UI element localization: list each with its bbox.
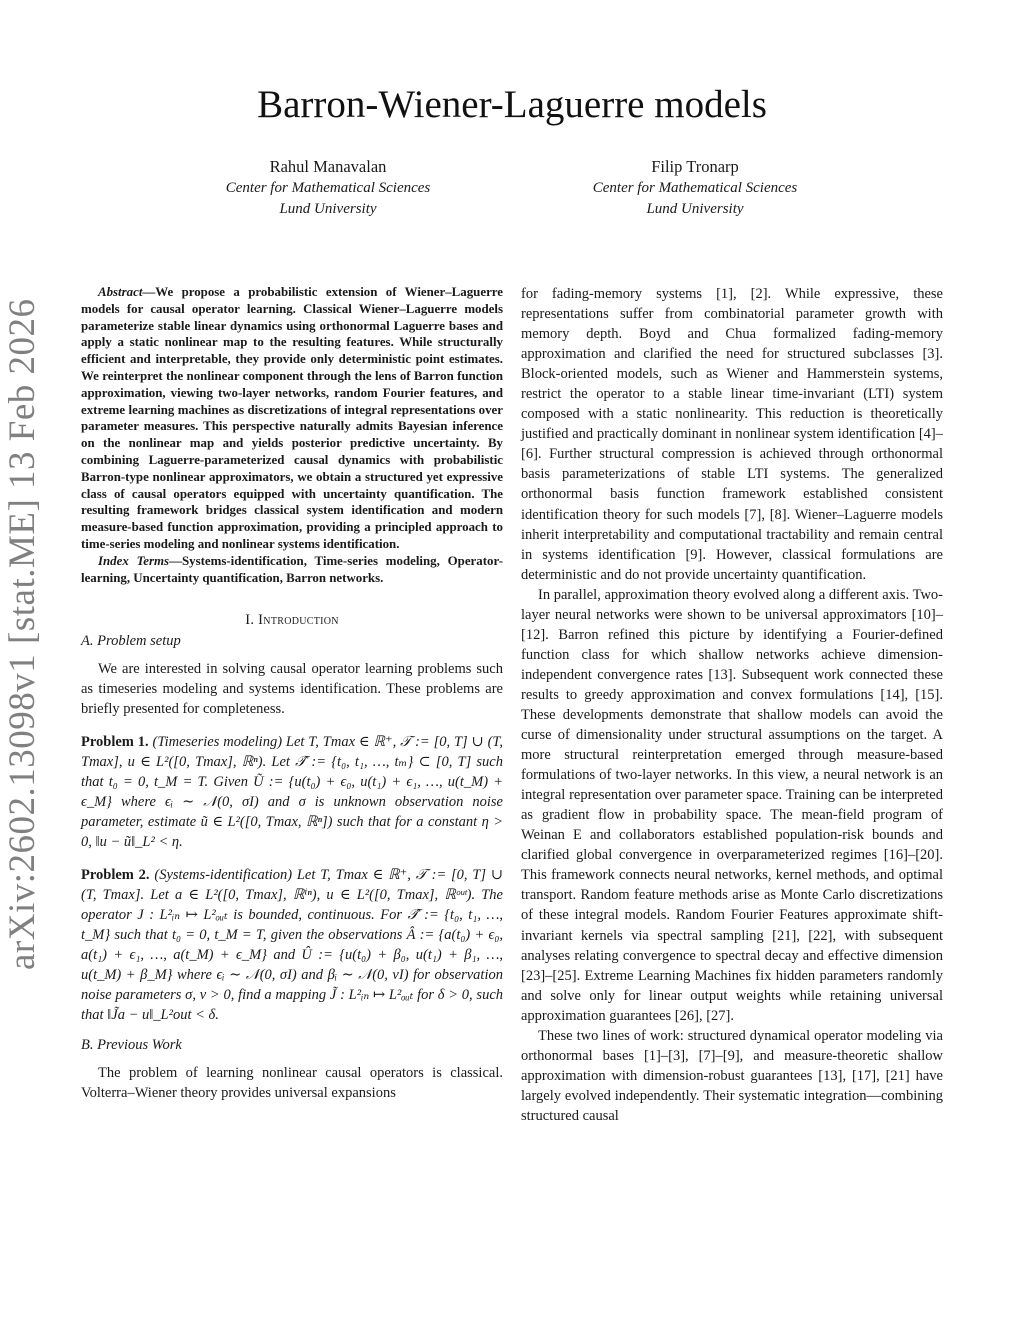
problem-setup-paragraph: We are interested in solving causal operator learning problems such as timeseries modeling and systems identification. These problems are briefly presented for completeness. (81, 661, 503, 718)
problem-1-text: (Timeseries modeling) Let T, Tmax ∈ ℝ⁺, 𝒯 := [0, T] ∪ (T, Tmax], u ∈ L²([0, Tmax], ℝⁿ). Let 𝒯̂ := {t₀, t₁, …, tₘ} ⊂ [0, T] such that t₀ = 0, t_M = T. Given Ũ := {u(t₀) + ϵ₀, u(t₁) + ϵ₁, …, u(t_M) + ϵ_M} where ϵᵢ ∼ 𝒩(0, σI) and σ is unknown observation noise parameter, estimate ũ ∈ L²([0, Tmax, ℝⁿ]) such that for a constant η > 0, ‖u − ũ‖_L² < η. (81, 734, 504, 851)
arxiv-identifier: arXiv:2602.13098v1 [stat.ME] 13 Feb 2026 (2, 298, 43, 970)
author-name: Filip Tronarp (651, 157, 739, 176)
author-affiliation: Center for Mathematical Sciences (592, 180, 798, 196)
left-column (81, 284, 503, 1103)
body-paragraph: These two lines of work: structured dynamical operator modeling via orthonormal bases [1]–[3], [7]–[9], and measure-theoretic shallow approximation with dimension-robust guarantees [13], [17], [21] have largely evolved independently. Their systematic integration—combining structured causal (521, 1027, 943, 1124)
index-terms (81, 553, 503, 587)
paper-title: Barron-Wiener-Laguerre models (257, 83, 767, 126)
section-heading-introduction: I. Introduction (245, 612, 339, 629)
problem-1-label: Problem 1. (81, 734, 149, 751)
abstract (81, 284, 503, 553)
right-column (521, 284, 943, 1126)
problem-1 (81, 732, 503, 852)
index-terms-text: —Systems-identification, Time-series modeling, Operator-learning, Uncertainty quantification, Barron networks. (81, 553, 503, 585)
body-paragraph: In parallel, approximation theory evolved along a different axis. Two-layer neural networks were shown to be universal approximators [10]–[12]. Barron refined this picture by identifying a Fourier-defined function class for which shallow networks achieve dimension-independent convergence rates [13]. Subsequent work connected these results to greedy approximation and convex formulations [14], [15]. These developments demonstrate that shallow models can avoid the curse of dimensionality under structural assumptions on the target. A more structural reinterpretation emerged through measure-based formulations of two-layer networks. In this view, a neural network is an integral representation over parameter space. Training can be interpreted as gradient flow in probability space. The mean-field program of Weinan E and collaborators established population-risk bounds and clarified global convergence in overparameterized regimes [16]–[20]. This framework connects neural networks, kernel methods, and optimal transport. Random feature methods arise as Monte Carlo discretizations of these integral models. Random Fourier Features approximate shift-invariant kernels via spectral sampling [21], [22], with subsequent analyses relating convergence to spectral decay and effective dimension [23]–[25]. Extreme Learning Machines fix hidden parameters randomly and solve only for linear output weights while retaining universal approximation guarantees [26], [27]. (521, 586, 943, 1024)
subsection-heading-problem-setup: A. Problem setup (81, 633, 181, 650)
problem-2-label: Problem 2. (81, 867, 150, 884)
subsection-heading-previous-work: B. Previous Work (81, 1037, 182, 1054)
author-name: Rahul Manavalan (269, 157, 387, 176)
author-affiliation: Center for Mathematical Sciences (225, 180, 431, 196)
problem-2-text: (Systems-identification) Let T, Tmax ∈ ℝ⁺, 𝒯 := [0, T] ∪ (T, Tmax]. Let a ∈ L²([0, Tmax], ℝⁱⁿ), u ∈ L²([0, Tmax], ℝᵒᵘᵗ). The operator J : L²ᵢₙ ↦ L²ₒᵤₜ is bounded, continuous. For 𝒯̂ := {t₀, t₁, …, t_M} such that t₀ = 0, t_M = T, given the observations Â := {a(t₀) + ϵ₀, a(t₁) + ϵ₁, …, a(t_M) + ϵ_M} and Û := {u(t₀) + β₀, u(t₁) + β₁, …, u(t_M) + β_M} where ϵᵢ ∼ 𝒩(0, σI) and βᵢ ∼ 𝒩(0, νI) for observation noise parameters σ, ν > 0, find a mapping J̃ : L²ᵢₙ ↦ L²ₒᵤₜ for δ > 0, such that ‖J̃a − u‖_L²out < δ. (81, 867, 503, 1024)
author-block (535, 156, 855, 220)
previous-work-paragraph: The problem of learning nonlinear causal operators is classical. Volterra–Wiener theory provides universal expansions (81, 1065, 503, 1102)
author-institution: Lund University (646, 201, 744, 217)
problem-2 (81, 865, 503, 1025)
index-terms-label: Index Terms (98, 553, 170, 568)
abstract-text: —We propose a probabilistic extension of Wiener–Laguerre models for causal operator learning. Classical Wiener–Laguerre models parameterize stable linear dynamics using orthonormal Laguerre bases and apply a static nonlinear map to the resulting features. While structurally efficient and interpretable, they provide only deterministic point estimates. We reinterpret the nonlinear component through the lens of Barron function approximation, viewing two-layer networks, random Fourier features, and extreme learning machines as discretizations of integral representations over parameter measures. This perspective naturally admits Bayesian inference on the nonlinear map and yields posterior predictive uncertainty. By combining Laguerre-parameterized causal dynamics with probabilistic Barron-type nonlinear approximators, we obtain a structured yet expressive class of causal operators equipped with uncertainty quantification. The resulting framework bridges classical system identification and modern measure-based function approximation, providing a principled approach to time-series modeling and nonlinear systems identification. (81, 285, 503, 551)
body-paragraph: for fading-memory systems [1], [2]. While expressive, these representations suffer from combinatorial parameter growth with memory depth. Boyd and Chua formalized fading-memory approximation and clarified the need for structured subclasses [3]. Block-oriented models, such as Wiener and Hammerstein systems, restrict the operator to a stable linear time-invariant (LTI) system composed with a static nonlinearity. This reduction is theoretically justified and practically dominant in nonlinear system identification [4]–[6]. Further structural compression is achieved through orthonormal basis parameterizations of stable LTI systems. The generalized orthonormal basis function framework established consistent identification theory for such models [7], [8]. Wiener–Laguerre models inherit interpretability and computational tractability and remain central in systems identification [9]. However, classical formulations are deterministic and do not provide uncertainty quantification. (521, 286, 943, 583)
author-block (168, 156, 488, 220)
author-institution: Lund University (279, 201, 377, 217)
abstract-label: Abstract (98, 285, 143, 299)
